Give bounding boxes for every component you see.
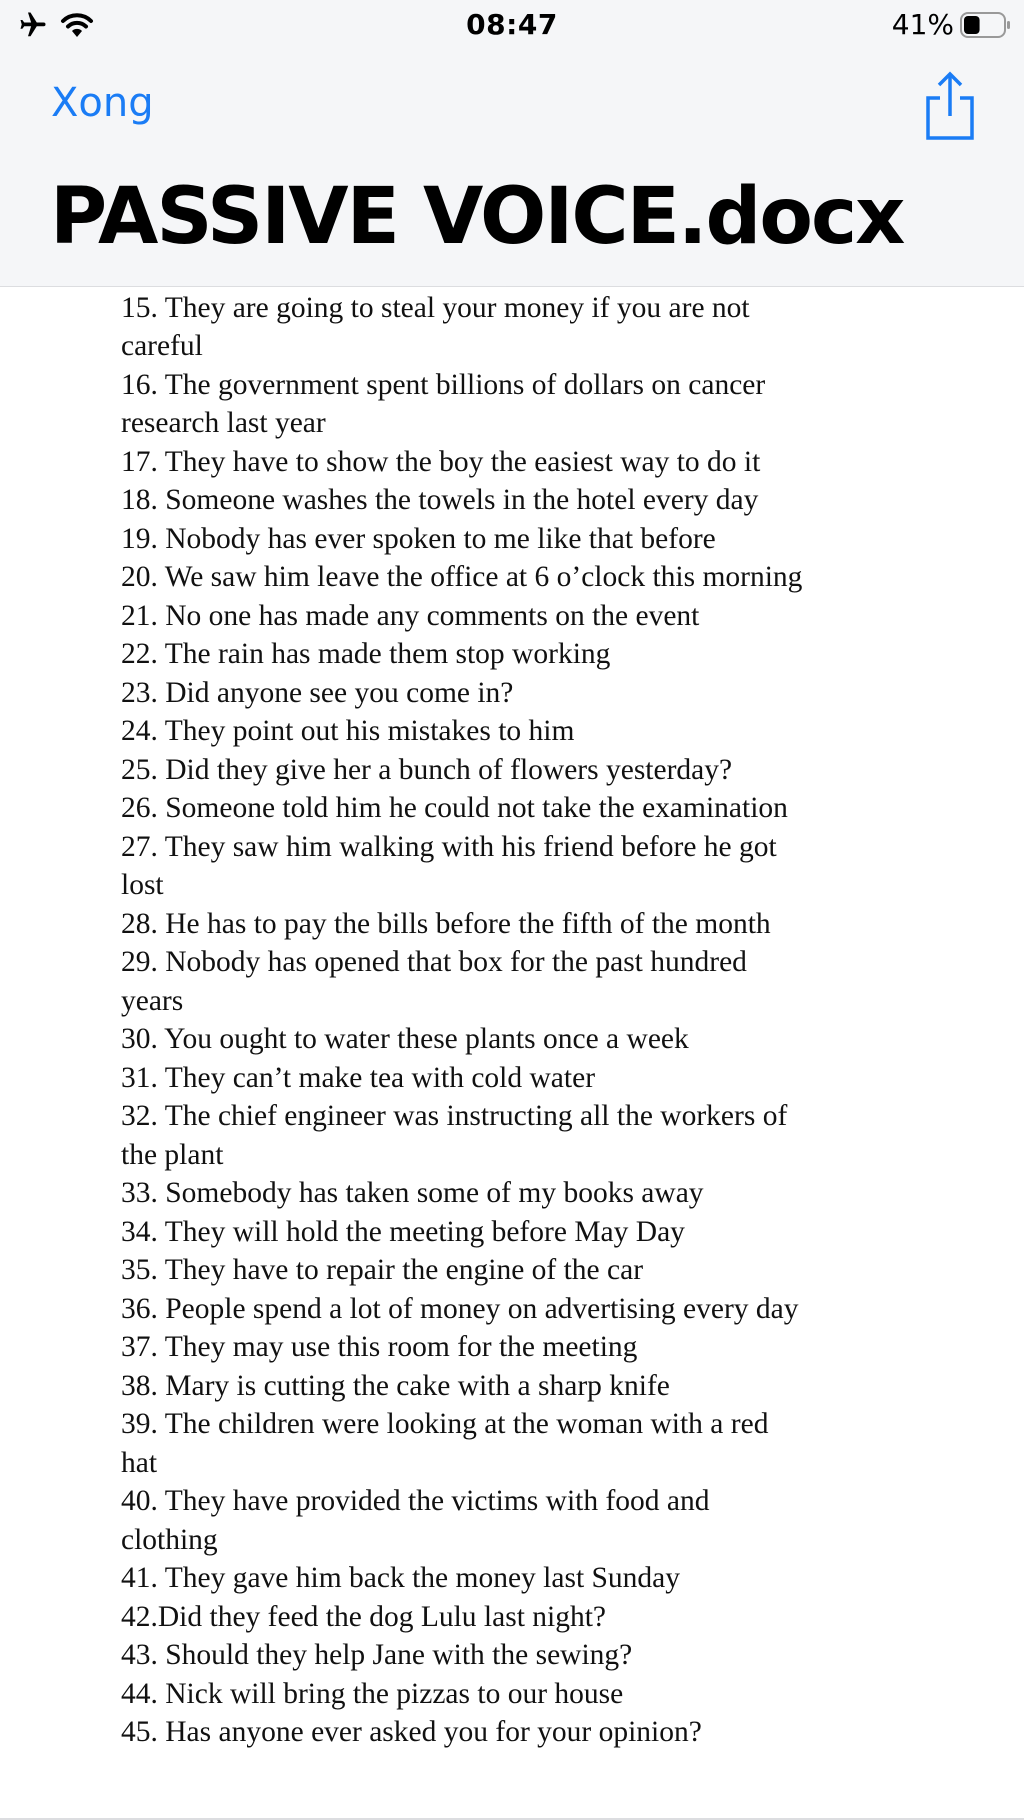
battery-percent: 41% [891, 8, 954, 41]
document-line: 45. Has anyone ever asked you for your opinion? [121, 1716, 702, 1748]
document-line: lost [121, 869, 164, 901]
document-line: 20. We saw him leave the office at 6 o’clock this morning [121, 561, 803, 593]
document-line: 37. They may use this room for the meeting [121, 1331, 638, 1363]
document-line: 35. They have to repair the engine of the car [121, 1254, 644, 1286]
document-line: 30. You ought to water these plants once a week [121, 1023, 689, 1055]
document-line: the plant [121, 1138, 224, 1171]
share-icon [922, 70, 978, 142]
document-line: 39. The children were looking at the woman with a red [121, 1408, 769, 1440]
document-line: 38. Mary is cutting the cake with a sharp knife [121, 1369, 670, 1402]
document-line: hat [121, 1446, 158, 1479]
document-line: research last year [121, 407, 326, 439]
document-line: 19. Nobody has ever spoken to me like that before [121, 522, 716, 555]
document-line: 34. They will hold the meeting before May Day [121, 1215, 685, 1248]
document-line: 26. Someone told him he could not take the examination [121, 792, 788, 824]
document-line: 22. The rain has made them stop working [121, 638, 611, 670]
document-line: 36. People spend a lot of money on advertising every day [121, 1292, 799, 1325]
document-line: 44. Nick will bring the pizzas to our house [121, 1677, 624, 1710]
document-line: 40. They have provided the victims with food and [121, 1485, 710, 1517]
navigation-header [0, 0, 1024, 287]
document-line: years [121, 984, 184, 1017]
document-line: 25. Did they give her a bunch of flowers yesterday? [121, 753, 733, 786]
document-line: 16. The government spent billions of dollars on cancer [121, 368, 766, 401]
document-line: 24. They point out his mistakes to him [121, 715, 575, 747]
document-text [121, 250, 1001, 1752]
document-line: clothing [121, 1523, 218, 1556]
status-time: 08:47 [466, 8, 558, 41]
done-button[interactable]: Xong [51, 80, 154, 126]
document-line: 41. They gave him back the money last Sunday [121, 1562, 681, 1594]
document-line: 21. No one has made any comments on the event [121, 599, 700, 632]
document-line: 23. Did anyone see you come in? [121, 676, 514, 709]
document-line: 42.Did they feed the dog Lulu last night? [121, 1600, 607, 1633]
document-line: 29. Nobody has opened that box for the past hundred [121, 946, 747, 978]
document-line: careful [121, 330, 203, 362]
document-line: 43. Should they help Jane with the sewing? [121, 1639, 633, 1671]
document-line: 28. He has to pay the bills before the fifth of the month [121, 907, 771, 940]
document-line: 32. The chief engineer was instructing all the workers of [121, 1100, 788, 1132]
document-title: PASSIVE VOICE.docx [50, 172, 904, 262]
document-line: 33. Somebody has taken some of my books away [121, 1177, 704, 1209]
document-viewer[interactable] [0, 250, 1024, 1818]
document-line: 18. Someone washes the towels in the hotel every day [121, 484, 759, 516]
document-line: 17. They have to show the boy the easiest way to do it [121, 445, 761, 478]
document-line: 27. They saw him walking with his friend before he got [121, 830, 777, 863]
document-line: 15. They are going to steal your money if you are not [121, 291, 750, 324]
battery-icon [960, 12, 1012, 38]
share-button[interactable] [922, 70, 978, 142]
status-bar [0, 0, 1024, 50]
document-line: 31. They can’t make tea with cold water [121, 1061, 596, 1094]
